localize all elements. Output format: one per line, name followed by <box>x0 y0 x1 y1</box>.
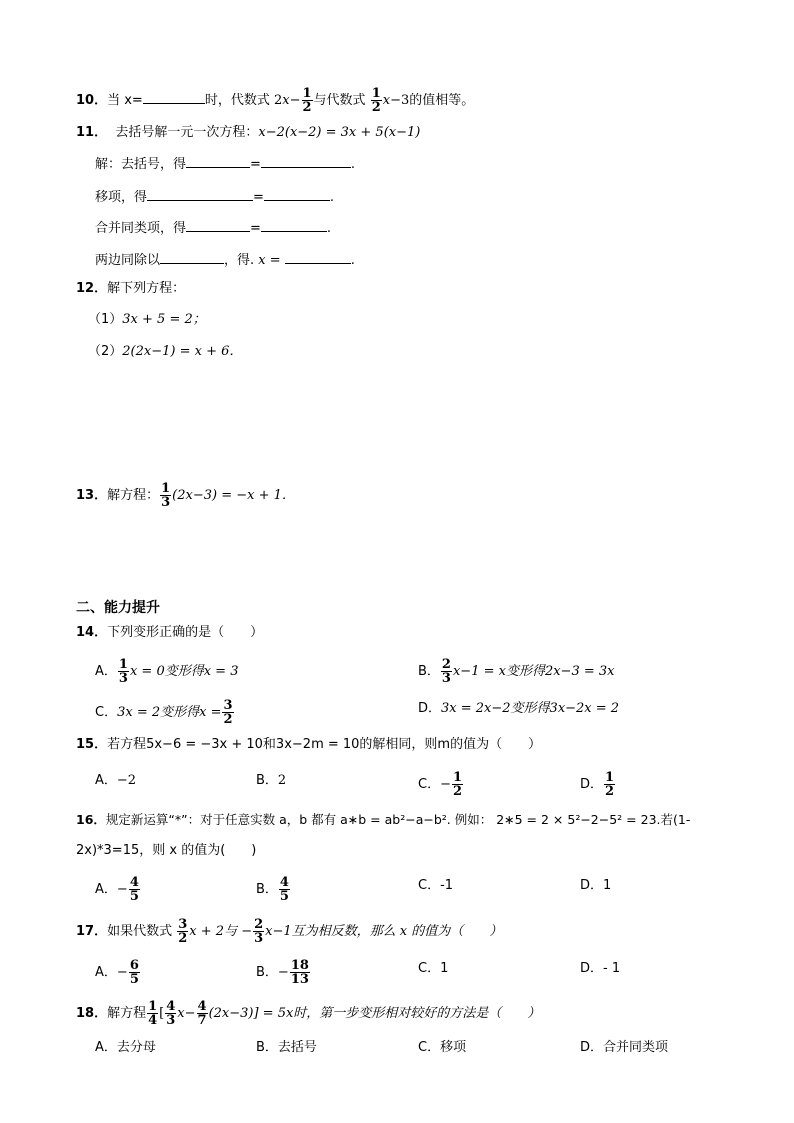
option-c[interactable]: C．3x = 2变形得x = $\frac{3}{2}$ <box>95 698 233 727</box>
fraction: $\frac{2}{3}$ <box>254 917 264 946</box>
solution-step-1: 解：去括号，得 = . <box>95 153 355 175</box>
equation: x−2(x−2) = 3x + 5(x−1) <box>258 125 421 140</box>
option-a[interactable]: A． $\frac{1}{3}$ x = 0变形得x = 3 <box>95 657 239 686</box>
sub-problem-1: （1）3x + 5 = 2； <box>88 312 206 327</box>
question-18: 18．解方程 $\frac{1}{4}$ [ $\frac{4}{3}$ x− $\frac{4}{7}$ (2x−3)] = 5x时，第一步变形相对较好的方法是（ ） <box>76 999 541 1028</box>
option-a[interactable]: A．去分母 <box>95 1040 156 1055</box>
question-14: 14．下列变形正确的是（ ） <box>76 625 264 640</box>
question-17: 17．如果代数式 $\frac{3}{2}$ x + 2与 − $\frac{2}{3}$ x−1互为相反数，那么 x 的值为（ ） <box>76 917 503 946</box>
answer-blank[interactable] <box>264 186 330 201</box>
option-d[interactable]: D．合并同类项 <box>580 1040 669 1055</box>
question-number: 18． <box>76 1006 108 1021</box>
question-number: 16． <box>76 812 106 827</box>
option-c[interactable]: C．-1 <box>418 878 454 893</box>
question-13: 13．解方程： $\frac{1}{3}$ (2x−3) = −x + 1． <box>76 481 295 510</box>
fraction: $\frac{4}{7}$ <box>197 999 207 1028</box>
fraction: $\frac{2}{3}$ <box>441 657 451 686</box>
answer-blank[interactable] <box>160 249 224 264</box>
question-16-continued: 2x)*3=15，则 x 的值为( ) <box>76 843 257 858</box>
solution-step-2: 移项，得 = . <box>95 186 334 208</box>
answer-blank[interactable] <box>143 89 205 104</box>
option-a[interactable]: A．− $\frac{6}{5}$ <box>95 958 139 987</box>
option-b[interactable]: B．去括号 <box>256 1040 317 1055</box>
fraction: $\frac{1}{2}$ <box>605 770 615 799</box>
fraction: $\frac{4}{5}$ <box>279 875 289 904</box>
option-d[interactable]: D．- 1 <box>580 961 621 976</box>
option-a[interactable]: A．−2 <box>95 773 137 788</box>
solution-step-3: 合并同类项，得 = . <box>95 217 331 239</box>
question-12: 12．解下列方程： <box>76 281 186 296</box>
answer-blank[interactable] <box>261 153 351 168</box>
fraction: $\frac{1}{3}$ <box>161 481 171 510</box>
question-11: 11． 去括号解一元一次方程：x−2(x−2) = 3x + 5(x−1) <box>76 125 421 140</box>
fraction: $\frac{3}{2}$ <box>178 917 188 946</box>
option-c[interactable]: C．移项 <box>418 1040 467 1055</box>
question-16: 16．规定新运算“*”：对于任意实数 a，b 都有 a∗b = ab²−a−b². 例如： 2∗5 = 2 × 5²−2−5² = 23.若(1- <box>76 812 691 827</box>
option-d[interactable]: D．1 <box>580 878 612 893</box>
question-number: 10． <box>76 93 108 108</box>
question-number: 17． <box>76 924 108 939</box>
question-number: 14． <box>76 625 108 640</box>
fraction: $\frac{1}{3}$ <box>118 657 128 686</box>
fraction: $\frac{1}{2}$ <box>452 770 463 799</box>
question-number: 12． <box>76 281 108 296</box>
question-number: 15． <box>76 737 108 752</box>
option-b[interactable]: B．2 <box>256 773 287 788</box>
question-10: 10．当 x= 时，代数式 2x− $\frac{1}{2}$ 与代数式 $\frac{1}{2}$ x−3的值相等。 <box>76 86 475 115</box>
solution-step-4: 两边同除以 ，得. x = . <box>95 249 355 271</box>
answer-blank[interactable] <box>186 153 250 168</box>
option-b[interactable]: B． $\frac{4}{5}$ <box>256 875 289 904</box>
answer-blank[interactable] <box>147 186 253 201</box>
answer-blank[interactable] <box>285 249 351 264</box>
question-15: 15．若方程5x−6 = −3x + 10和3x−2m = 10的解相同，则m的值为（ ） <box>76 737 542 752</box>
section-heading: 二、能力提升 <box>76 600 160 616</box>
option-c[interactable]: C．1 <box>418 961 449 976</box>
fraction: $\frac{4}{5}$ <box>129 875 139 904</box>
option-a[interactable]: A．− $\frac{4}{5}$ <box>95 875 139 904</box>
fraction: $\frac{1}{2}$ <box>371 86 381 115</box>
option-d[interactable]: D． $\frac{1}{2}$ <box>580 770 615 799</box>
option-b[interactable]: B．− $\frac{18}{13}$ <box>256 958 309 987</box>
question-number: 11． <box>76 125 108 140</box>
option-b[interactable]: B． $\frac{2}{3}$ x−1 = x变形得2x−3 = 3x <box>418 657 615 686</box>
sub-problem-2: （2）2(2x−1) = x + 6． <box>88 344 243 359</box>
fraction: $\frac{6}{5}$ <box>129 958 139 987</box>
fraction: $\frac{3}{2}$ <box>223 698 233 727</box>
fraction: $\frac{4}{3}$ <box>166 999 176 1028</box>
option-d[interactable]: D．3x = 2x−2变形得3x−2x = 2 <box>418 701 620 716</box>
answer-blank[interactable] <box>261 217 327 232</box>
fraction: $\frac{1}{2}$ <box>302 86 312 115</box>
answer-blank[interactable] <box>186 217 250 232</box>
fraction: $\frac{1}{4}$ <box>148 999 158 1028</box>
option-c[interactable]: C．− $\frac{1}{2}$ <box>418 770 463 799</box>
fraction: $\frac{18}{13}$ <box>290 958 309 987</box>
question-number: 13． <box>76 488 108 503</box>
